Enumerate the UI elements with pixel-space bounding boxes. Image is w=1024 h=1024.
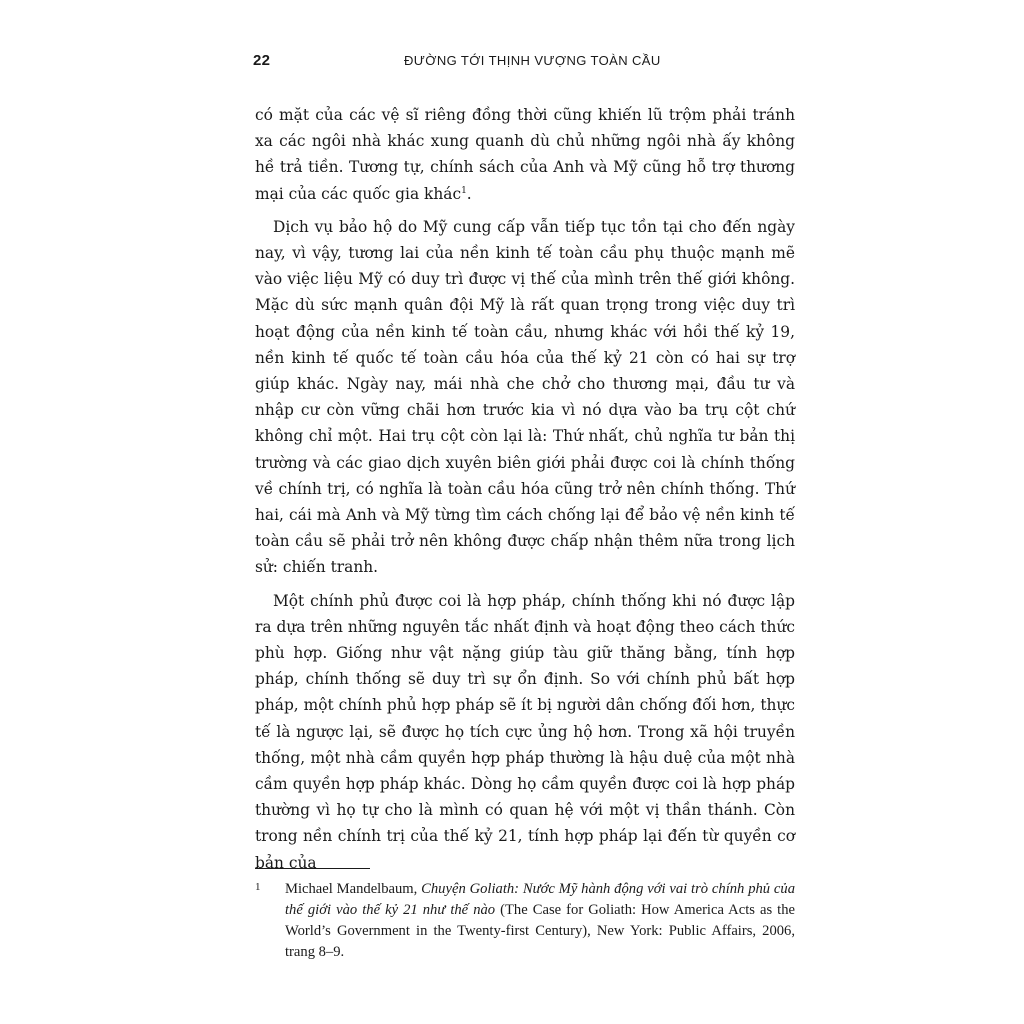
paragraph-end: . — [466, 184, 472, 203]
footnote-reference[interactable]: 1 — [461, 185, 467, 196]
footnote-body — [285, 879, 795, 963]
footnote-author: Michael Mandelbaum, — [285, 881, 422, 897]
footnote-divider — [255, 868, 370, 869]
page-number: 22 — [253, 52, 271, 69]
running-head-title: ĐƯỜNG TỚI THỊNH VƯỢNG TOÀN CẦU — [404, 53, 661, 68]
paragraph: Một chính phủ được coi là hợp pháp, chính thống khi nó được lập ra dựa trên những nguyên tắc nhất định và hoạt động theo cách thức phù hợp. Giống như vật nặng giúp tàu giữ thăng bằng, tính hợp pháp, chính thống sẽ duy trì sự ổn định. So với chính phủ bất hợp pháp, một chính phủ hợp pháp sẽ ít bị người dân chống đối hơn, thực tế là ngược lại, sẽ được họ tích cực ủng hộ hơn. Trong xã hội truyền thống, một nhà cầm quyền hợp pháp thường là hậu duệ của một nhà cầm quyền hợp pháp khác. Dòng họ cầm quyền được coi là hợp pháp thường vì họ tự cho là mình có quan hệ với một vị thần thánh. Còn trong nền chính trị của thế kỷ 21, tính hợp pháp lại đến từ quyền cơ bản của — [255, 591, 795, 872]
footnote-citation: (The Case for Goliath: How America Acts as the World’s Government in the Twenty-first Century), New York: Public Affairs, 2006, trang 8–9. — [285, 902, 796, 960]
footnote-book-title: Chuyện Goliath: Nước Mỹ hành động với vai trò chính phủ của thế giới vào thế kỷ 21 như thế nào — [285, 881, 795, 918]
paragraph-text: có mặt của các vệ sĩ riêng đồng thời cũng khiến lũ trộm phải tránh xa các ngôi nhà khác xung quanh dù chủ những ngôi nhà ấy không hề trả tiền. Tương tự, chính sách của Anh và Mỹ cũng hỗ trợ thương mại của các quốc gia khác — [255, 106, 795, 203]
body-text — [255, 102, 795, 883]
footnote-marker: 1 — [255, 881, 261, 893]
paragraph-continuation — [255, 102, 795, 207]
paragraph: Dịch vụ bảo hộ do Mỹ cung cấp vẫn tiếp tục tồn tại cho đến ngày nay, vì vậy, tương lai của nền kinh tế toàn cầu phụ thuộc mạnh mẽ vào việc liệu Mỹ có duy trì được vị thế của mình trên thế giới không. Mặc dù sức mạnh quân đội Mỹ là rất quan trọng trong việc duy trì hoạt động của nền kinh tế toàn cầu, nhưng khác với hồi thế kỷ 19, nền kinh tế quốc tế toàn cầu hóa của thế kỷ 21 còn có hai sự trợ giúp khác. Ngày nay, mái nhà che chở cho thương mại, đầu tư và nhập cư còn vững chãi hơn trước kia vì nó dựa vào ba trụ cột chứ không chỉ một. Hai trụ cột còn lại là: Thứ nhất, chủ nghĩa tư bản thị trường và các giao dịch xuyên biên giới phải được coi là chính thống về chính trị, có nghĩa là toàn cầu hóa cũng trở nên chính thống. Thứ hai, cái mà Anh và Mỹ từng tìm cách chống lại để bảo vệ nền kinh tế toàn cầu sẽ phải trở nên không được chấp nhận thêm nữa trong lịch sử: chiến tranh. — [255, 217, 795, 577]
footnote — [255, 879, 795, 963]
